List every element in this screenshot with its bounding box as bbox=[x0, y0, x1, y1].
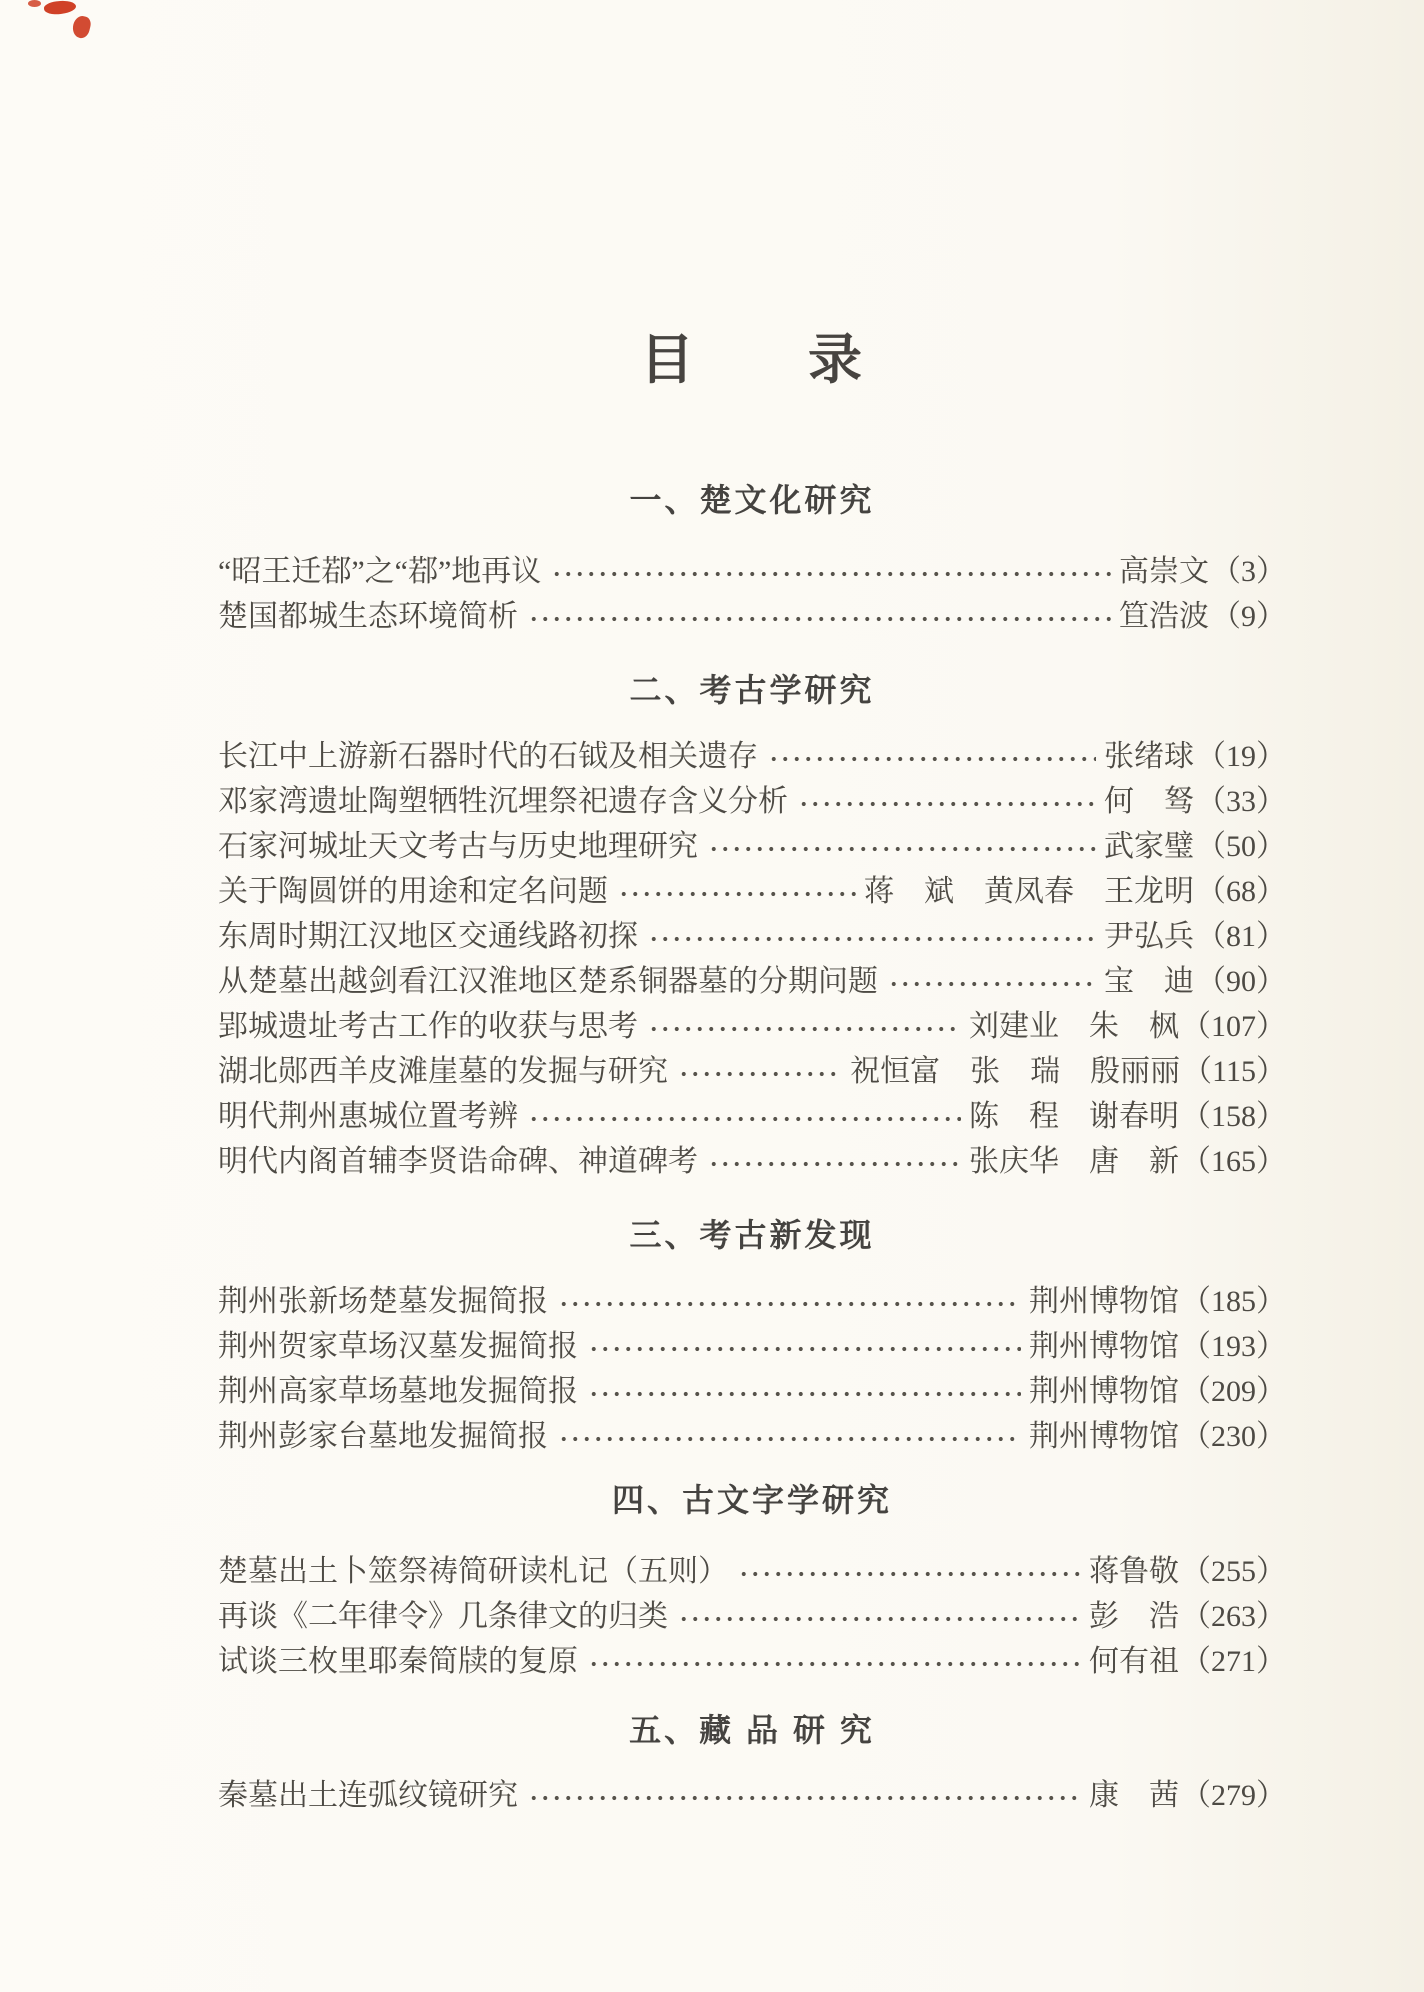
toc-entry bbox=[218, 1139, 1286, 1184]
red-ink-scan-artifact bbox=[71, 14, 93, 39]
section-heading: 二、考古学研究 bbox=[629, 672, 875, 708]
entry-authors: 武家璧 bbox=[1104, 830, 1194, 863]
entry-authors: 陈 程 谢春明 bbox=[969, 1100, 1179, 1133]
toc-entry bbox=[218, 1594, 1286, 1639]
dot-leader bbox=[768, 734, 1096, 779]
entry-title: 关于陶圆饼的用途和定名问题 bbox=[218, 875, 608, 908]
dot-leader bbox=[798, 779, 1096, 824]
dot-leader bbox=[708, 1139, 961, 1184]
entry-page: （271） bbox=[1181, 1645, 1286, 1678]
section-heading: 四、古文字学研究 bbox=[611, 1482, 892, 1518]
entry-title: 荆州贺家草场汉墓发掘简报 bbox=[218, 1330, 578, 1363]
entry-title: 明代内阁首辅李贤诰命碑、神道碑考 bbox=[218, 1145, 698, 1178]
toc-entry bbox=[218, 779, 1286, 824]
entry-ref bbox=[969, 1004, 1286, 1049]
toc-sections bbox=[218, 476, 1286, 1818]
dot-leader bbox=[528, 594, 1111, 639]
entry-authors: 荆州博物馆 bbox=[1029, 1375, 1179, 1408]
toc-entry bbox=[218, 824, 1286, 869]
entry-authors: 宝 迪 bbox=[1104, 965, 1194, 998]
entry-title: 荆州高家草场墓地发掘简报 bbox=[218, 1375, 578, 1408]
entry-ref bbox=[1104, 959, 1286, 1004]
dot-leader bbox=[588, 1639, 1081, 1684]
entry-authors: 何 驽 bbox=[1104, 785, 1194, 818]
entry-authors: 高崇文 bbox=[1119, 555, 1209, 588]
dot-leader bbox=[528, 1094, 961, 1139]
entry-authors: 蒋 斌 黄凤春 王龙明 bbox=[864, 875, 1194, 908]
entry-title: 东周时期江汉地区交通线路初探 bbox=[218, 920, 638, 953]
section-entries bbox=[218, 1279, 1286, 1459]
entry-page: （115） bbox=[1182, 1055, 1286, 1088]
entry-title: 试谈三枚里耶秦简牍的复原 bbox=[218, 1645, 578, 1678]
entry-ref bbox=[850, 1049, 1286, 1094]
toc-entry bbox=[218, 1004, 1286, 1049]
entry-page: （107） bbox=[1181, 1010, 1286, 1043]
entry-ref bbox=[1029, 1279, 1286, 1324]
entry-title: 邓家湾遗址陶塑牺牲沉埋祭祀遗存含义分析 bbox=[218, 785, 788, 818]
entry-page: （68） bbox=[1196, 875, 1286, 908]
entry-authors: 张绪球 bbox=[1104, 740, 1194, 773]
entry-page: （50） bbox=[1196, 830, 1286, 863]
dot-leader bbox=[588, 1369, 1021, 1414]
entry-ref bbox=[1119, 594, 1286, 639]
entry-page: （230） bbox=[1181, 1420, 1286, 1453]
entry-title: 荆州彭家台墓地发掘简报 bbox=[218, 1420, 548, 1453]
dot-leader bbox=[888, 959, 1096, 1004]
red-ink-scan-artifact bbox=[28, 0, 41, 7]
entry-page: （185） bbox=[1181, 1285, 1286, 1318]
entry-page: （263） bbox=[1181, 1600, 1286, 1633]
toc-entry bbox=[218, 1279, 1286, 1324]
entry-authors: 祝恒富 张 瑞 殷丽丽 bbox=[850, 1055, 1181, 1088]
section-entries bbox=[218, 1773, 1286, 1818]
entry-ref bbox=[1089, 1549, 1286, 1594]
section-entries bbox=[218, 1549, 1286, 1684]
toc-section bbox=[218, 1706, 1286, 1818]
dot-leader bbox=[558, 1279, 1021, 1324]
toc-entry bbox=[218, 734, 1286, 779]
entry-ref bbox=[1029, 1369, 1286, 1414]
toc-section bbox=[218, 1211, 1286, 1459]
entry-ref bbox=[1089, 1639, 1286, 1684]
entry-ref bbox=[1089, 1594, 1286, 1639]
page-title: 目 录 bbox=[640, 330, 864, 390]
section-heading: 一、楚文化研究 bbox=[629, 482, 875, 518]
entry-ref bbox=[1029, 1414, 1286, 1459]
entry-page: （19） bbox=[1196, 740, 1286, 773]
dot-leader bbox=[558, 1414, 1021, 1459]
entry-ref bbox=[1104, 824, 1286, 869]
entry-page: （255） bbox=[1181, 1555, 1286, 1588]
toc-entry bbox=[218, 869, 1286, 914]
entry-page: （165） bbox=[1181, 1145, 1286, 1178]
entry-page: （33） bbox=[1196, 785, 1286, 818]
dot-leader bbox=[588, 1324, 1021, 1369]
entry-authors: 刘建业 朱 枫 bbox=[969, 1010, 1179, 1043]
entry-ref bbox=[1119, 549, 1286, 594]
entry-authors: 尹弘兵 bbox=[1104, 920, 1194, 953]
entry-title: 秦墓出土连弧纹镜研究 bbox=[218, 1779, 518, 1812]
entry-page: （3） bbox=[1211, 555, 1286, 588]
toc-entry bbox=[218, 1639, 1286, 1684]
section-heading: 五、藏 品 研 究 bbox=[629, 1712, 875, 1748]
entry-ref bbox=[1104, 779, 1286, 824]
toc-entry bbox=[218, 1414, 1286, 1459]
dot-leader bbox=[708, 824, 1096, 869]
entry-title: 湖北郧西羊皮滩崖墓的发掘与研究 bbox=[218, 1055, 668, 1088]
toc-entry bbox=[218, 1773, 1286, 1818]
dot-leader bbox=[618, 869, 856, 914]
toc-entry bbox=[218, 549, 1286, 594]
toc-entry bbox=[218, 1369, 1286, 1414]
dot-leader bbox=[678, 1049, 842, 1094]
toc-entry bbox=[218, 1549, 1286, 1594]
dot-leader bbox=[678, 1594, 1081, 1639]
section-heading: 三、考古新发现 bbox=[629, 1217, 875, 1253]
section-entries bbox=[218, 734, 1286, 1184]
entry-ref bbox=[1089, 1773, 1286, 1818]
entry-authors: 蒋鲁敬 bbox=[1089, 1555, 1179, 1588]
entry-authors: 何有祖 bbox=[1089, 1645, 1179, 1678]
entry-page: （158） bbox=[1181, 1100, 1286, 1133]
entry-title: 郢城遗址考古工作的收获与思考 bbox=[218, 1010, 638, 1043]
red-ink-scan-artifact bbox=[43, 0, 76, 16]
entry-title: 长江中上游新石器时代的石钺及相关遗存 bbox=[218, 740, 758, 773]
toc-entry bbox=[218, 959, 1286, 1004]
entry-title: 再谈《二年律令》几条律文的归类 bbox=[218, 1600, 668, 1633]
toc-entry bbox=[218, 594, 1286, 639]
dot-leader bbox=[738, 1549, 1081, 1594]
entry-page: （90） bbox=[1196, 965, 1286, 998]
entry-title: 荆州张新场楚墓发掘简报 bbox=[218, 1285, 548, 1318]
entry-title: 楚墓出土卜筮祭祷简研读札记（五则） bbox=[218, 1555, 728, 1588]
entry-authors: 康 茜 bbox=[1089, 1779, 1179, 1812]
entry-authors: 荆州博物馆 bbox=[1029, 1285, 1179, 1318]
toc-section bbox=[218, 476, 1286, 639]
toc-content bbox=[218, 0, 1286, 1818]
entry-authors: 笪浩波 bbox=[1119, 600, 1209, 633]
entry-title: 楚国都城生态环境简析 bbox=[218, 600, 518, 633]
entry-title: “昭王迁鄀”之“鄀”地再议 bbox=[218, 555, 542, 588]
entry-page: （9） bbox=[1211, 600, 1286, 633]
entry-ref bbox=[864, 869, 1286, 914]
toc-entry bbox=[218, 1094, 1286, 1139]
entry-ref bbox=[1104, 734, 1286, 779]
entry-ref bbox=[969, 1139, 1286, 1184]
entry-page: （209） bbox=[1181, 1375, 1286, 1408]
section-entries bbox=[218, 549, 1286, 639]
entry-ref bbox=[1104, 914, 1286, 959]
dot-leader bbox=[528, 1773, 1081, 1818]
entry-authors: 张庆华 唐 新 bbox=[969, 1145, 1179, 1178]
toc-section bbox=[218, 666, 1286, 1184]
entry-title: 明代荆州惠城位置考辨 bbox=[218, 1100, 518, 1133]
entry-title: 石家河城址天文考古与历史地理研究 bbox=[218, 830, 698, 863]
entry-ref bbox=[1029, 1324, 1286, 1369]
dot-leader bbox=[648, 1004, 961, 1049]
entry-authors: 荆州博物馆 bbox=[1029, 1420, 1179, 1453]
toc-entry bbox=[218, 1324, 1286, 1369]
entry-page: （279） bbox=[1181, 1779, 1286, 1812]
dot-leader bbox=[648, 914, 1096, 959]
entry-authors: 彭 浩 bbox=[1089, 1600, 1179, 1633]
entry-page: （81） bbox=[1196, 920, 1286, 953]
toc-section bbox=[218, 1476, 1286, 1684]
toc-entry bbox=[218, 914, 1286, 959]
entry-authors: 荆州博物馆 bbox=[1029, 1330, 1179, 1363]
entry-title: 从楚墓出越剑看江汉淮地区楚系铜器墓的分期问题 bbox=[218, 965, 878, 998]
dot-leader bbox=[551, 549, 1111, 594]
toc-entry bbox=[218, 1049, 1286, 1094]
entry-page: （193） bbox=[1181, 1330, 1286, 1363]
entry-ref bbox=[969, 1094, 1286, 1139]
